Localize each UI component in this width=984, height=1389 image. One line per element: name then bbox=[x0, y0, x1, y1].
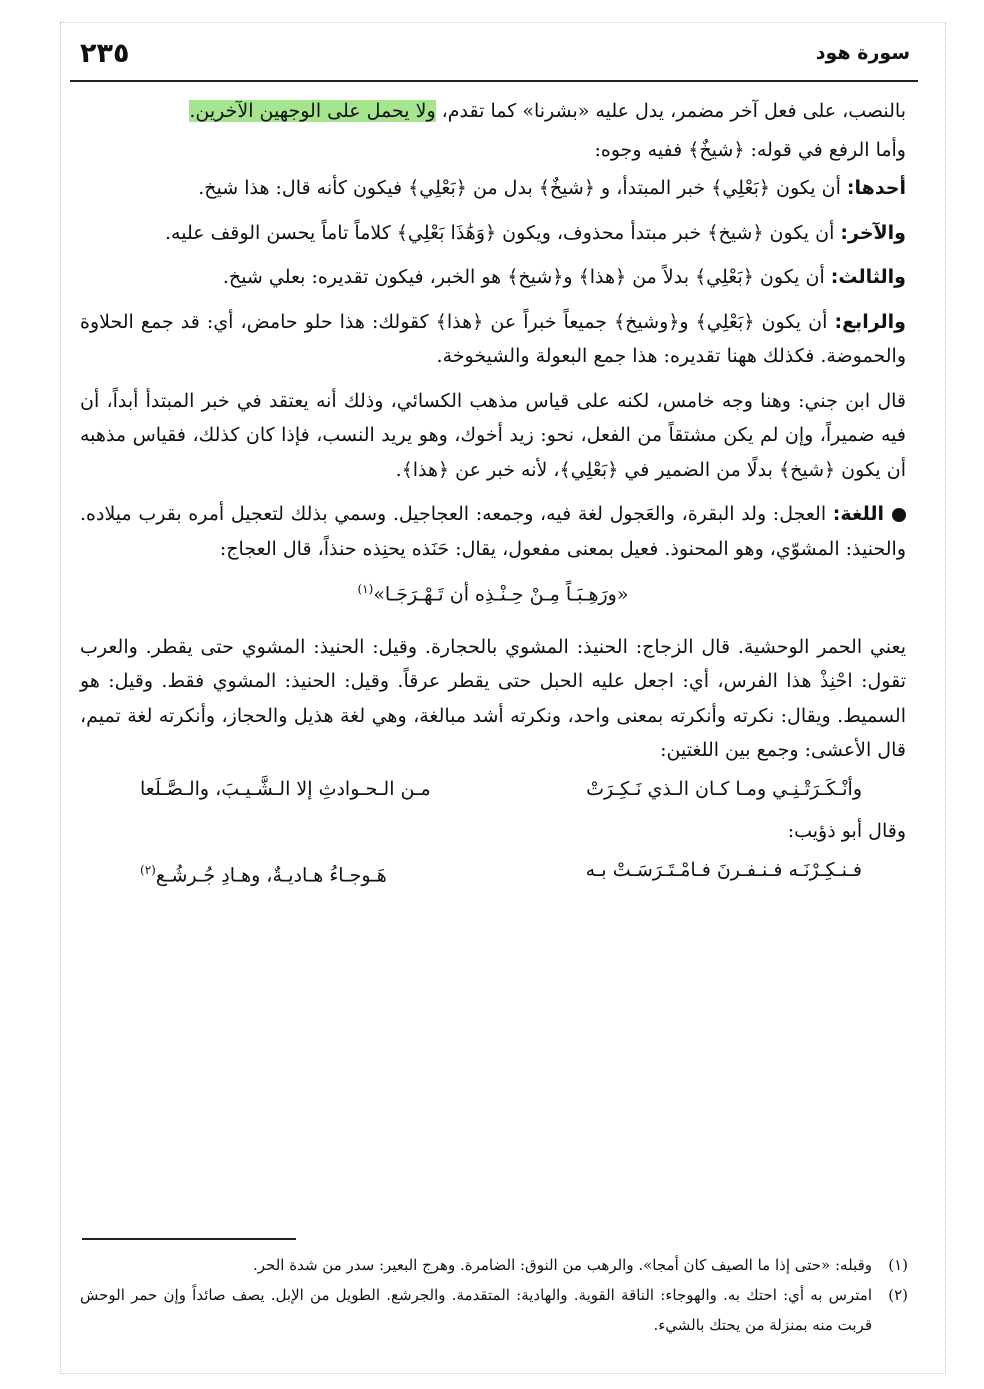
verse-ajjaj bbox=[80, 572, 906, 612]
footnotes bbox=[80, 1250, 908, 1340]
verse-asha-second-hemistich: مـن الـحـوادثِ إلا الـشَّـيـبَ، والـصَّـلَعا bbox=[140, 777, 431, 800]
first-aspect-label: أحدها: bbox=[846, 177, 906, 199]
page-header bbox=[70, 36, 918, 82]
page-number: ٢٣٥ bbox=[80, 38, 130, 69]
footnote-2 bbox=[80, 1280, 908, 1340]
second-aspect-label: والآخر: bbox=[840, 221, 906, 244]
verse-asha bbox=[80, 772, 906, 807]
footnote-1 bbox=[80, 1250, 908, 1280]
paragraph-2: وأما الرفع في قوله: ﴿شيخٌ﴾ ففيه وجوه: bbox=[594, 138, 906, 161]
footnote-1-number: (١) bbox=[888, 1256, 908, 1274]
language-text: العجل: ولد البقرة، والعَجول لغة فيه، وجمعه: العجاجيل. وسمي بذلك لتعجيل أمره بقرب ميلاده. والحنيذ: المشوّي، وهو المحنوذ. فعيل بمعنى مفعول، يقال: حَنَذه يحنِذه حنذاً، قال العجاج: bbox=[80, 503, 906, 560]
footnote-ref-1[interactable]: (١) bbox=[357, 582, 374, 596]
paragraph-abu-dhuayb: وقال أبو ذؤيب: bbox=[787, 820, 906, 843]
paragraph-1-text: بالنصب، على فعل آخر مضمر، يدل عليه «بشرنا» كما تقدم، bbox=[435, 100, 906, 122]
second-aspect-text: أن يكون ﴿شيخ﴾ خبر مبتدأ محذوف، ويكون ﴿وَهَٰذَا بَعْلِي﴾ كلاماً تاماً يحسن الوقف عليه. bbox=[165, 221, 841, 244]
bullet-icon bbox=[892, 508, 906, 522]
footnote-1-text: وقبله: «حتى إذا ما الصيف كان أمجا». والرهب من النوق: الضامرة. وهرج البعير: سدر من شدة الحر. bbox=[253, 1256, 872, 1274]
first-aspect-text: أن يكون ﴿بَعْلِي﴾ خبر المبتدأ، و ﴿شيخٌ﴾ بدل من ﴿بَعْلِي﴾ فيكون كأنه قال: هذا شيخ. bbox=[198, 177, 847, 199]
paragraph-first-aspect bbox=[80, 171, 906, 206]
paragraph-fourth-aspect bbox=[80, 305, 906, 374]
language-label: اللغة: bbox=[832, 503, 884, 525]
paragraph-ibn-jinni: قال ابن جني: وهنا وجه خامس، لكنه على قياس مذهب الكسائي، وذلك أنه يعتقد في خبر المبتدأ أبداً، أن فيه ضميراً، وإن لم يكن مشتقاً من الفعل، نحو: زيد أخوك، وهو يريد النسب، فإذا كان كذلك، فقياس مذهبه أن يكون ﴿شيخ﴾ بدلًا من الضمير في ﴿بَعْلِي﴾، لأنه خبر عن ﴿هذا﴾. bbox=[80, 389, 906, 481]
verse-asha-first-hemistich: وأنْـكَـرَتْـنِـي ومـا كـان الـذي نَـكِـرَتْ bbox=[586, 777, 862, 800]
footnote-ref-2[interactable]: (٢) bbox=[140, 862, 156, 877]
paragraph-language bbox=[80, 497, 906, 566]
third-aspect-label: والثالث: bbox=[830, 266, 906, 288]
highlighted-text[interactable]: ولا يحمل على الوجهين الآخرين. bbox=[189, 100, 436, 122]
verse-abu-dhuayb bbox=[80, 853, 906, 893]
verse-abu-dhuayb-first-hemistich: فـنـكِـرْنَـه فـنـفـرنَ فـامْـتَـرَسَـتْ بـه bbox=[585, 858, 862, 881]
third-aspect-text: أن يكون ﴿بَعْلِي﴾ بدلاً من ﴿هذا﴾ و﴿شيخ﴾ هو الخبر، فيكون تقديره: بعلي شيخ. bbox=[222, 266, 831, 288]
paragraph-third-aspect bbox=[80, 260, 906, 295]
footnote-divider bbox=[82, 1238, 296, 1240]
paragraph-1 bbox=[80, 94, 906, 129]
paragraph-second-aspect bbox=[80, 216, 906, 251]
fourth-aspect-text: أن يكون ﴿بَعْلِي﴾ و﴿وشيخ﴾ جميعاً خبراً عن ﴿هذا﴾ كقولك: هذا حلو حامض، أي: قد جمع الحلاوة والحموضة. فكذلك ههنا تقديره: هذا جمع البعولة والشيخوخة. bbox=[80, 310, 906, 367]
footnote-2-text: امترس به أي: احتك به. والهوجاء: الناقة القوية. والهادية: المتقدمة. والجرشع. الطويل من الإبل. يصف صائداً وإن حمر الوحش قربت منه بمنزلة من يحتك بالشيء. bbox=[80, 1286, 872, 1334]
paragraph-wild-donkeys: يعني الحمر الوحشية. قال الزجاج: الحنيذ: المشوي بالحجارة. وقيل: الحنيذ: المشوي حتى يقطر. والعرب تقول: احْنِذْ هذا الفرس، أي: اجعل عليه الحبل حتى يقطر عرقاً. وقيل: الحنيذ: المشوي فقط. وقيل: هو السميط. ويقال: نكرته وأنكرته بمعنى واحد، ونكرته أشد مبالغة، وهي لغة هذيل والحجاز، وأنكرته لغة تميم، قال الأعشى: وجمع بين اللغتين: bbox=[80, 635, 906, 762]
verse-abu-dhuayb-second-text: هَـوجـاءُ هـاديـةٌ، وهـادِ جُـرشُـع bbox=[155, 864, 387, 887]
footnote-2-number: (٢) bbox=[888, 1286, 908, 1304]
surah-title: سورة هود bbox=[815, 42, 910, 64]
verse-ajjaj-text: «ورَهِـبَـاً مِـنْ حِـنْـذِه أن تَـهْـرَجَـا» bbox=[373, 583, 629, 606]
fourth-aspect-label: والرابع: bbox=[834, 310, 906, 333]
main-text bbox=[80, 94, 906, 901]
verse-abu-dhuayb-second-hemistich bbox=[140, 853, 387, 893]
